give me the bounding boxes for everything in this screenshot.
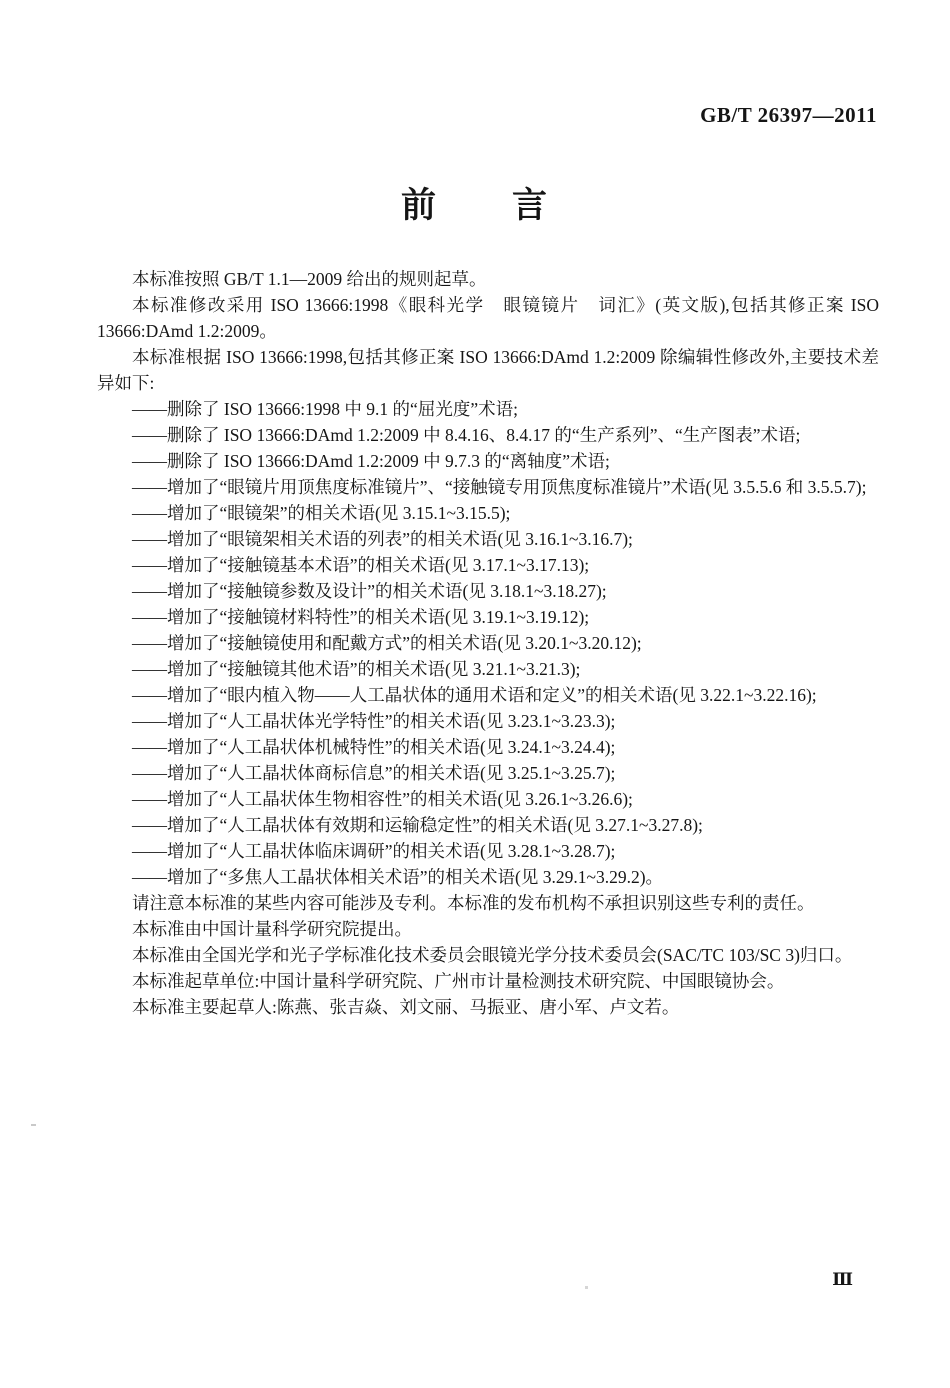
difference-list-item: ——增加了“眼内植入物——人工晶状体的通用术语和定义”的相关术语(见 3.22.1~3.22.16); xyxy=(132,685,817,705)
difference-list-item: ——删除了 ISO 13666:DAmd 1.2:2009 中 8.4.16、8.4.17 的“生产系列”、“生产图表”术语; xyxy=(132,425,801,445)
intro-paragraph: 本标准根据 ISO 13666:1998,包括其修正案 ISO 13666:DAmd 1.2:2009 除编辑性修改外,主要技术差异如下: xyxy=(97,347,879,393)
difference-list-item: ——增加了“接触镜参数及设计”的相关术语(见 3.18.1~3.18.27); xyxy=(132,581,607,601)
difference-list-item: ——增加了“接触镜其他术语”的相关术语(见 3.21.1~3.21.3); xyxy=(132,659,581,679)
difference-list-item: ——增加了“眼镜架”的相关术语(见 3.15.1~3.15.5); xyxy=(132,503,511,523)
closing-paragraph: 本标准主要起草人:陈燕、张吉焱、刘文丽、马振亚、唐小军、卢文若。 xyxy=(132,997,680,1017)
difference-list-item: ——增加了“人工晶状体商标信息”的相关术语(见 3.25.1~3.25.7); xyxy=(132,763,616,783)
standard-code: GB/T 26397—2011 xyxy=(700,103,877,127)
difference-list-item: ——删除了 ISO 13666:DAmd 1.2:2009 中 9.7.3 的“离轴度”术语; xyxy=(132,451,610,471)
closing-paragraph: 请注意本标准的某些内容可能涉及专利。本标准的发布机构不承担识别这些专利的责任。 xyxy=(132,893,815,913)
difference-list-item: ——增加了“眼镜片用顶焦度标准镜片”、“接触镜专用顶焦度标准镜片”术语(见 3.5.5.6 和 3.5.5.7); xyxy=(132,477,867,497)
difference-list-item: ——增加了“接触镜材料特性”的相关术语(见 3.19.1~3.19.12); xyxy=(132,607,590,627)
difference-list-item: ——增加了“人工晶状体光学特性”的相关术语(见 3.23.1~3.23.3); xyxy=(132,711,616,731)
difference-list-item: ——增加了“眼镜架相关术语的列表”的相关术语(见 3.16.1~3.16.7); xyxy=(132,529,633,549)
closing-paragraph: 本标准由全国光学和光子学标准化技术委员会眼镜光学分技术委员会(SAC/TC 103/SC 3)归口。 xyxy=(132,945,853,965)
intro-paragraph: 本标准按照 GB/T 1.1—2009 给出的规则起草。 xyxy=(132,269,487,289)
difference-list-item: ——增加了“人工晶状体临床调研”的相关术语(见 3.28.1~3.28.7); xyxy=(132,841,616,861)
document-title: 前 言 xyxy=(400,186,549,225)
difference-list-item: ——增加了“多焦人工晶状体相关术语”的相关术语(见 3.29.1~3.29.2)。 xyxy=(132,867,664,887)
closing-paragraph: 本标准由中国计量科学研究院提出。 xyxy=(132,919,412,939)
intro-paragraph: 本标准修改采用 ISO 13666:1998《眼科光学 眼镜镜片 词汇》(英文版),包括其修正案 ISO 13666:DAmd 1.2:2009。 xyxy=(97,295,879,341)
difference-list-item: ——增加了“接触镜使用和配戴方式”的相关术语(见 3.20.1~3.20.12); xyxy=(132,633,642,653)
closing-paragraph: 本标准起草单位:中国计量科学研究院、广州市计量检测技术研究院、中国眼镜协会。 xyxy=(132,971,785,991)
difference-list-item: ——增加了“人工晶状体机械特性”的相关术语(见 3.24.1~3.24.4); xyxy=(132,737,616,757)
difference-list-item: ——删除了 ISO 13666:1998 中 9.1 的“屈光度”术语; xyxy=(132,399,518,419)
page-number: Ⅲ xyxy=(832,1270,853,1289)
foreword-body xyxy=(97,266,879,1020)
scan-artifact-dot xyxy=(31,1124,36,1126)
difference-list-item: ——增加了“人工晶状体生物相容性”的相关术语(见 3.26.1~3.26.6); xyxy=(132,789,633,809)
scan-artifact-dot xyxy=(585,1286,588,1289)
difference-list-item: ——增加了“接触镜基本术语”的相关术语(见 3.17.1~3.17.13); xyxy=(132,555,590,575)
difference-list-item: ——增加了“人工晶状体有效期和运输稳定性”的相关术语(见 3.27.1~3.27.8); xyxy=(132,815,703,835)
